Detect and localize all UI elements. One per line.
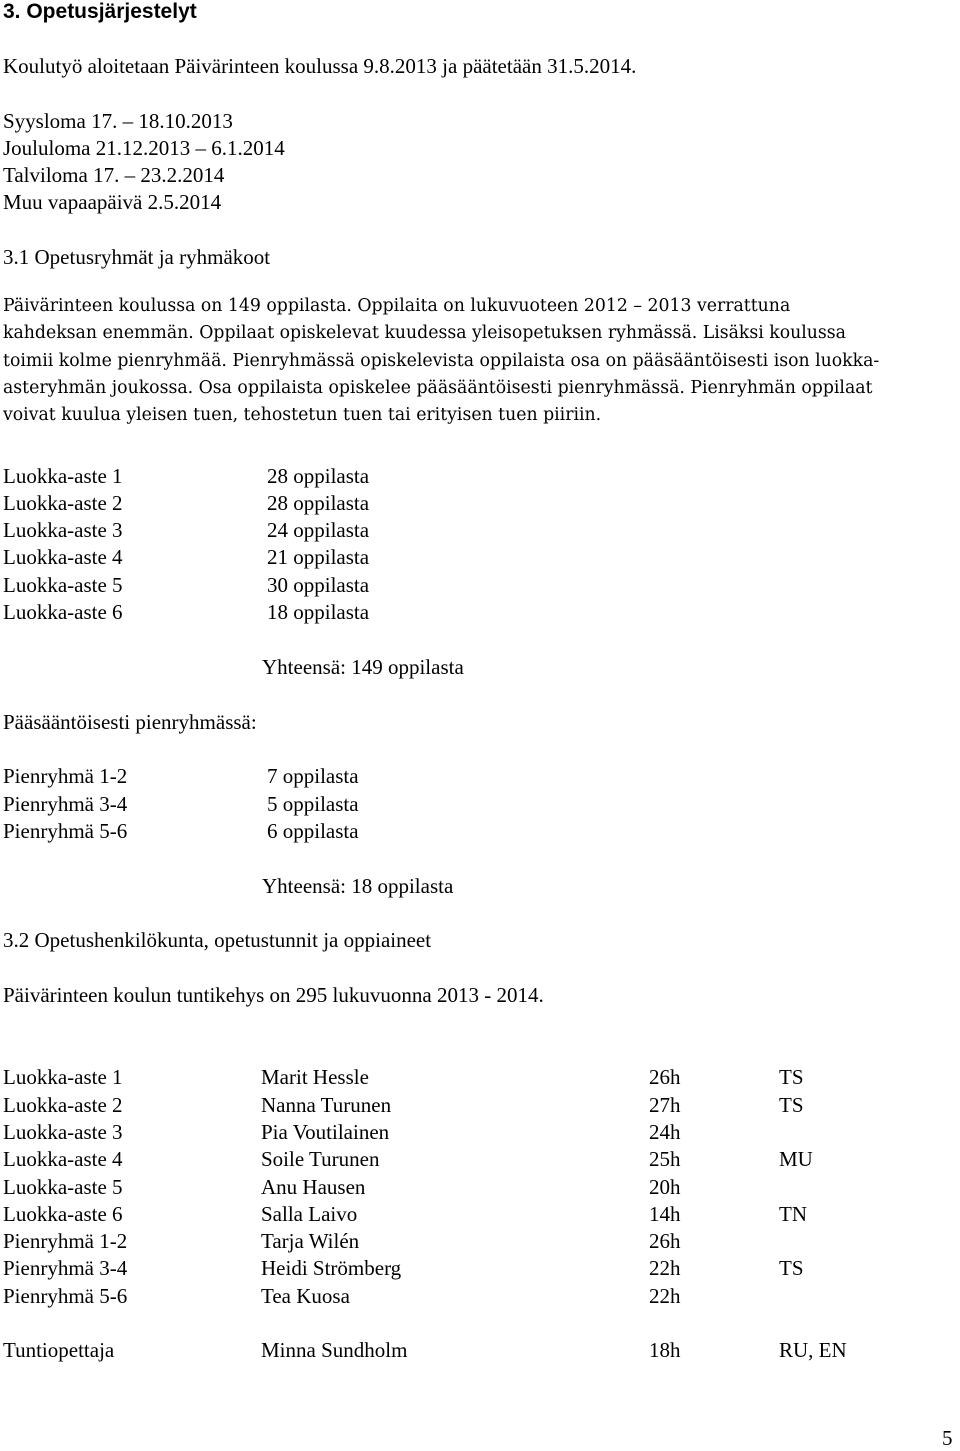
staff-group: Luokka-aste 2 (3, 1093, 123, 1117)
small-group-count: 7 oppilasta (267, 764, 359, 788)
staff-teacher: Tarja Wilén (261, 1229, 360, 1253)
small-groups-total: Yhteensä: 18 oppilasta (262, 874, 454, 898)
grade-label: Luokka-aste 6 (3, 600, 123, 624)
grade-count: 18 oppilasta (267, 600, 370, 624)
staff-group: Luokka-aste 4 (3, 1147, 123, 1171)
staff-extra: TS (779, 1093, 804, 1117)
paragraph-line: asteryhmän joukossa. Osa oppilaista opiskelee pääsääntöisesti pienryhmässä. Pienryhmän oppilaat (3, 377, 873, 398)
paragraph-line: voivat kuulua yleisen tuen, tehostetun tuen tai erityisen tuen piiriin. (3, 405, 602, 426)
subsection-title-groups: 3.1 Opetusryhmät ja ryhmäkoot (3, 245, 271, 269)
staff-group: Luokka-aste 5 (3, 1175, 123, 1199)
staff-teacher: Soile Turunen (261, 1147, 380, 1171)
grade-count: 21 oppilasta (267, 545, 370, 569)
staff-extra: RU, EN (779, 1338, 847, 1362)
small-groups-heading: Pääsääntöisesti pienryhmässä: (3, 710, 257, 734)
grade-label: Luokka-aste 3 (3, 518, 123, 542)
small-group-label: Pienryhmä 1-2 (3, 764, 128, 788)
staff-group: Pienryhmä 3-4 (3, 1256, 128, 1280)
grades-total: Yhteensä: 149 oppilasta (262, 655, 464, 679)
grade-count: 30 oppilasta (267, 573, 370, 597)
staff-hours: 22h (649, 1256, 681, 1280)
staff-extra: TS (779, 1065, 804, 1089)
staff-extra: MU (779, 1147, 813, 1171)
staff-group: Pienryhmä 5-6 (3, 1284, 128, 1308)
paragraph-line: kahdeksan enemmän. Oppilaat opiskelevat kuudessa yleisopetuksen ryhmässä. Lisäksi koulussa (3, 323, 846, 344)
grade-label: Luokka-aste 5 (3, 573, 123, 597)
paragraph-line: Päivärinteen koulussa on 149 oppilasta. Oppilaita on lukuvuoteen 2012 – 2013 verrattuna (3, 296, 791, 316)
staff-teacher: Tea Kuosa (261, 1284, 350, 1308)
staff-teacher: Nanna Turunen (261, 1093, 392, 1117)
staff-group: Pienryhmä 1-2 (3, 1229, 128, 1253)
staff-group: Luokka-aste 1 (3, 1065, 123, 1089)
holiday-other: Muu vapaapäivä 2.5.2014 (3, 190, 222, 214)
grade-count: 24 oppilasta (267, 518, 370, 542)
staff-group: Luokka-aste 6 (3, 1202, 123, 1226)
holiday-autumn: Syysloma 17. – 18.10.2013 (3, 109, 233, 133)
grade-label: Luokka-aste 2 (3, 491, 123, 515)
staff-hours: 14h (649, 1202, 681, 1226)
school-year-dates: Koulutyö aloitetaan Päivärinteen koulussa 9.8.2013 ja päätetään 31.5.2014. (3, 54, 637, 78)
staff-hours: 27h (649, 1093, 681, 1117)
staff-hours: 26h (649, 1229, 681, 1253)
staff-hours: 24h (649, 1120, 681, 1144)
small-group-label: Pienryhmä 5-6 (3, 819, 128, 843)
small-group-count: 5 oppilasta (267, 792, 359, 816)
section-title: 3. Opetusjärjestelyt (3, 0, 197, 23)
page-number: 5 (942, 1426, 953, 1450)
staff-hours: 22h (649, 1284, 681, 1308)
staff-teacher: Heidi Strömberg (261, 1256, 402, 1280)
subsection-title-staff: 3.2 Opetushenkilökunta, opetustunnit ja oppiaineet (3, 928, 432, 952)
small-group-count: 6 oppilasta (267, 819, 359, 843)
staff-teacher: Anu Hausen (261, 1175, 366, 1199)
staff-extra: TN (779, 1202, 807, 1226)
staff-hours: 25h (649, 1147, 681, 1171)
holiday-winter: Talviloma 17. – 23.2.2014 (3, 163, 225, 187)
staff-hours: 18h (649, 1338, 681, 1362)
staff-group: Tuntiopettaja (3, 1338, 115, 1362)
holiday-christmas: Joululoma 21.12.2013 – 6.1.2014 (3, 136, 285, 160)
grade-count: 28 oppilasta (267, 491, 370, 515)
small-group-label: Pienryhmä 3-4 (3, 792, 128, 816)
staff-teacher: Minna Sundholm (261, 1338, 408, 1362)
grade-label: Luokka-aste 1 (3, 464, 123, 488)
staff-teacher: Marit Hessle (261, 1065, 369, 1089)
hours-frame-text: Päivärinteen koulun tuntikehys on 295 lukuvuonna 2013 - 2014. (3, 983, 544, 1007)
staff-teacher: Salla Laivo (261, 1202, 358, 1226)
grade-count: 28 oppilasta (267, 464, 370, 488)
paragraph-line: toimii kolme pienryhmää. Pienryhmässä opiskelevista oppilaista osa on pääsääntöisesti ison luokka- (3, 350, 880, 371)
staff-group: Luokka-aste 3 (3, 1120, 123, 1144)
grade-label: Luokka-aste 4 (3, 545, 123, 569)
staff-hours: 20h (649, 1175, 681, 1199)
staff-hours: 26h (649, 1065, 681, 1089)
staff-teacher: Pia Voutilainen (261, 1120, 390, 1144)
groups-paragraph (3, 293, 955, 429)
staff-extra: TS (779, 1256, 804, 1280)
